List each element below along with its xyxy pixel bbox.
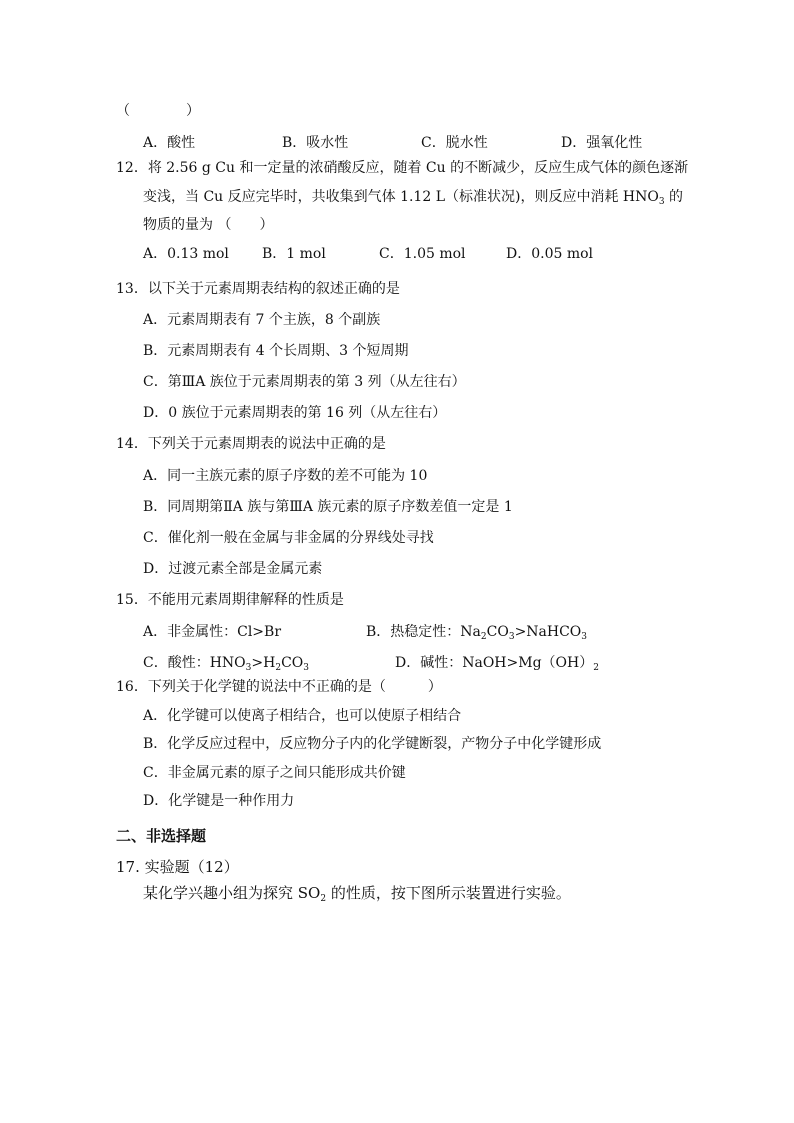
q16-option-b: B．化学反应过程中，反应物分子内的化学键断裂，产物分子中化学键形成	[143, 736, 602, 752]
q15-c-sub3: 3	[303, 663, 310, 673]
q11-option-c: C．脱水性	[421, 135, 488, 151]
q12-stem-line1: 12．将 2.56 g Cu 和一定量的浓硝酸反应，随着 Cu 的不断减少，反应生成气体的颜色逐渐	[116, 160, 689, 176]
q15-stem: 15．不能用元素周期律解释的性质是	[116, 592, 344, 608]
q17-desc-sub: 2	[320, 894, 327, 904]
q15-c-sub2: 2	[275, 663, 282, 673]
q15-c-text2: >H	[251, 655, 276, 671]
q13-option-c: C．第ⅢA 族位于元素周期表的第 3 列（从左往右）	[143, 374, 466, 390]
q15-b-sub2: 3	[508, 632, 515, 642]
q14-option-a: A．同一主族元素的原子序数的差不可能为 10	[143, 468, 428, 484]
q13-option-d: D．0 族位于元素周期表的第 16 列（从左往右）	[143, 405, 447, 421]
q12-option-d: D．0.05 mol	[506, 246, 594, 262]
q15-b-sub1: 2	[480, 632, 487, 642]
q16-option-d: D．化学键是一种作用力	[143, 793, 295, 809]
q15-d-text1: D．碱性：NaOH>Mg（OH）	[395, 655, 594, 671]
q16-option-a: A．化学键可以使离子相结合，也可以使原子相结合	[143, 708, 462, 724]
q15-c-sub1: 3	[245, 663, 252, 673]
q15-option-a: A．非金属性：Cl>Br	[143, 624, 282, 640]
q15-b-sub3: 3	[581, 632, 588, 642]
q16-option-c: C．非金属元素的原子之间只能形成共价键	[143, 765, 406, 781]
q15-b-text1: B．热稳定性：Na	[366, 624, 481, 640]
q16-stem: 16．下列关于化学键的说法中不正确的是（ ）	[116, 679, 442, 695]
q11-option-b: B．吸水性	[282, 135, 349, 151]
q17-description	[143, 883, 571, 903]
q12-line2-text: 变浅，当 Cu 反应完毕时，共收集到气体 1.12 L（标准状况)，则反应中消耗 HNO	[143, 189, 659, 205]
q14-option-b: B．同周期第ⅡA 族与第ⅢA 族元素的原子序数差值一定是 1	[143, 499, 513, 515]
q11-option-d: D．强氧化性	[561, 135, 643, 151]
q15-d-sub1: 2	[593, 663, 599, 673]
q12-line2-end: 的	[664, 189, 684, 205]
q15-option-b	[366, 622, 587, 642]
q12-option-b: B．1 mol	[262, 246, 326, 262]
q12-option-a: A．0.13 mol	[143, 246, 229, 262]
q15-c-text3: CO	[281, 655, 304, 671]
q17-desc-text1: 某化学兴趣小组为探究 SO	[143, 884, 321, 902]
q12-stem-line3: 物质的量为 （ ）	[143, 217, 274, 233]
q17-desc-text2: 的性质，按下图所示装置进行实验。	[326, 884, 571, 902]
q15-b-text3: >NaHCO	[514, 624, 582, 640]
q13-option-a: A．元素周期表有 7 个主族，8 个副族	[143, 312, 381, 328]
q14-stem: 14．下列关于元素周期表的说法中正确的是	[116, 436, 386, 452]
q12-stem-line2	[143, 187, 683, 207]
q12-option-c: C．1.05 mol	[379, 246, 466, 262]
section-title-nonchoice: 二、非选择题	[116, 827, 207, 845]
q13-stem: 13．以下关于元素周期表结构的叙述正确的是	[116, 281, 400, 297]
q11-option-a: A．酸性	[143, 135, 196, 151]
q14-option-d: D．过渡元素全部是金属元素	[143, 561, 323, 577]
q15-c-text1: C．酸性：HNO	[143, 655, 246, 671]
q15-option-c	[143, 653, 309, 673]
q11-stem-tail: （ ）	[116, 103, 200, 119]
q14-option-c: C．催化剂一般在金属与非金属的分界线处寻找	[143, 530, 434, 546]
q17-stem: 17. 实验题（12）	[116, 858, 239, 876]
q15-b-text2: CO	[486, 624, 509, 640]
q12-line2-sub: 3	[658, 197, 665, 207]
q15-option-d	[395, 653, 599, 673]
q13-option-b: B．元素周期表有 4 个长周期、3 个短周期	[143, 343, 409, 359]
